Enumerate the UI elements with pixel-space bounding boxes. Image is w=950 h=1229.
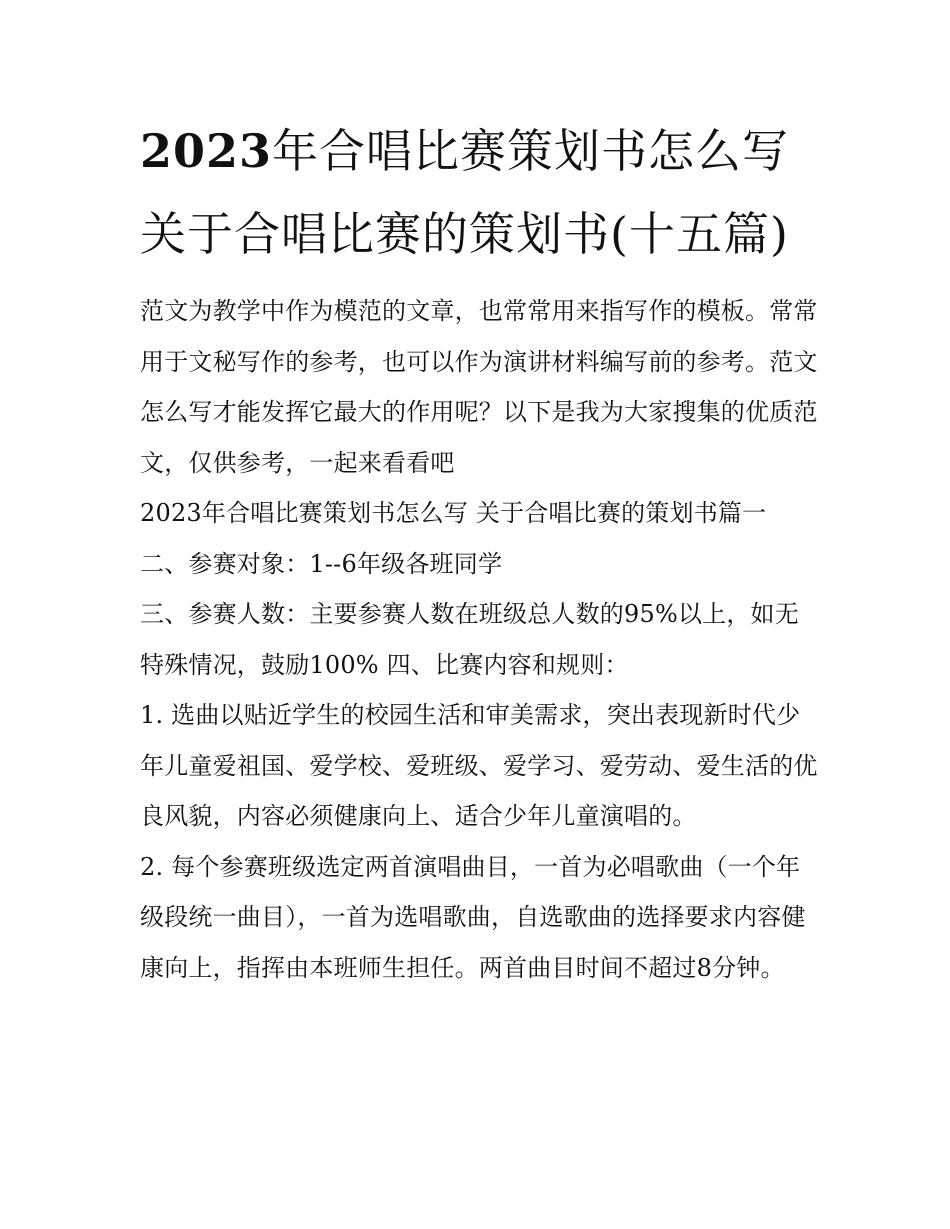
title-year: 2023	[140, 124, 273, 178]
rule-2-paragraph: 2. 每个参赛班级选定两首演唱曲目，一首为必唱歌曲（一个年级段统一曲目），一首为选唱歌曲，自选歌曲的选择要求内容健康向上，指挥由本班师生担任。两首曲目时间不超过8分钟。	[140, 852, 806, 982]
rule-1-paragraph: 1. 选曲以贴近学生的校园生活和审美需求，突出表现新时代少年儿童爱祖国、爱学校、爱班级、爱学习、爱劳动、爱生活的优良风貌，内容必须健康向上、适合少年儿童演唱的。	[140, 701, 818, 830]
section-heading: 2023年合唱比赛策划书怎么写 关于合唱比赛的策划书篇一	[140, 499, 767, 527]
document-page	[140, 110, 820, 993]
participant-count-paragraph: 三、参赛人数：主要参赛人数在班级总人数的95%以上，如无特殊情况，鼓励100% 四、比赛内容和规则：	[140, 600, 799, 679]
participants-paragraph: 二、参赛对象：1--6年级各班同学	[140, 549, 503, 578]
title-text: 年合唱比赛策划书怎么写关于合唱比赛的策划书(十五篇)	[140, 124, 790, 261]
intro-paragraph: 范文为教学中作为模范的文章，也常常用来指写作的模板。常常用于文秘写作的参考，也可以作为演讲材料编写前的参考。范文怎么写才能发挥它最大的作用呢？以下是我为大家搜集的优质范文，仅供参考，一起来看看吧	[140, 297, 818, 477]
document-title	[140, 110, 820, 276]
